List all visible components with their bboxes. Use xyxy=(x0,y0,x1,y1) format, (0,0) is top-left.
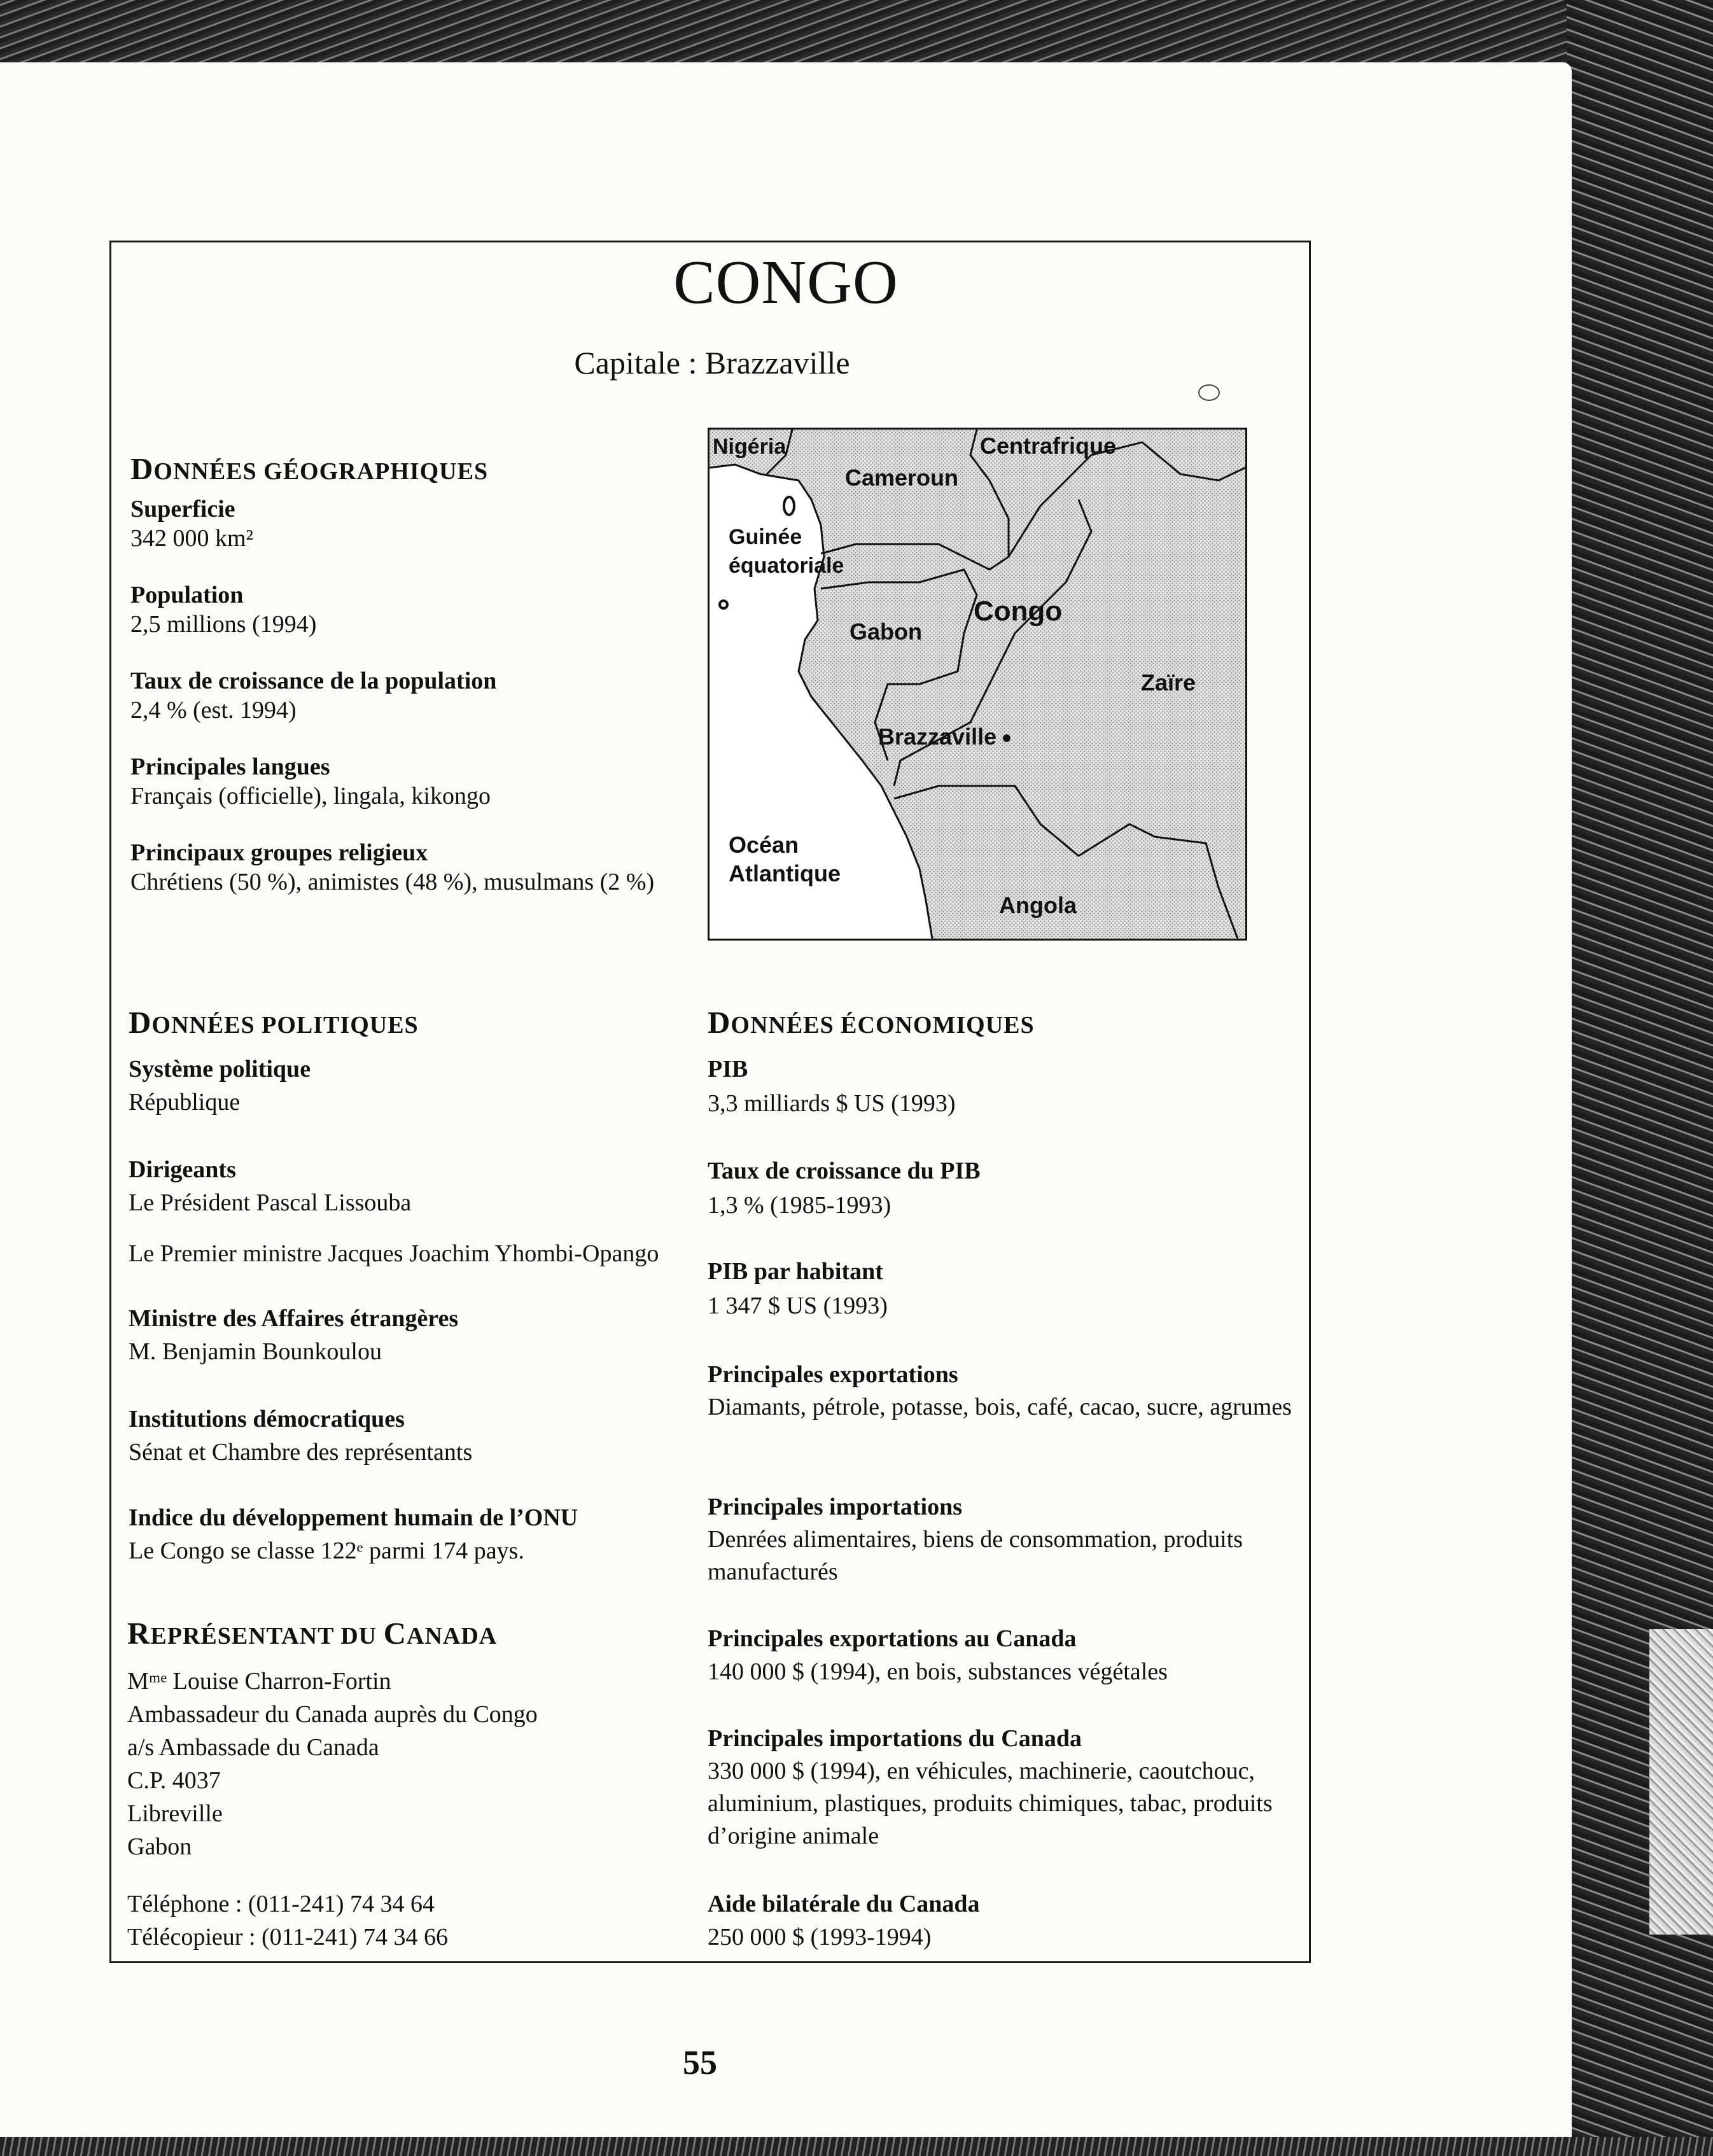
eco-exportations-value: Diamants, pétrole, potasse, bois, café, cacao, sucre, agrumes xyxy=(708,1394,1292,1420)
eco-exportations-label: Principales exportations xyxy=(708,1361,958,1388)
rep-line-1: Mᵐᵉ Louise Charron-Fortin xyxy=(127,1668,391,1695)
map-label-ocean: Océan xyxy=(729,832,799,858)
document-page xyxy=(0,62,1572,2137)
eco-croissance-label: Taux de croissance du PIB xyxy=(708,1158,981,1184)
eco-pib-value: 3,3 milliards $ US (1993) xyxy=(708,1090,956,1117)
eco-aide-value: 250 000 $ (1993-1994) xyxy=(708,1924,932,1950)
rep-telephone: Téléphone : (011-241) 74 34 64 xyxy=(127,1891,435,1917)
bioko-island xyxy=(784,497,794,515)
eco-aide-label: Aide bilatérale du Canada xyxy=(708,1891,980,1917)
rep-line-4: C.P. 4037 xyxy=(127,1767,221,1794)
page-title: CONGO xyxy=(673,248,898,317)
rep-heading: REPRÉSENTANT DU CANADA xyxy=(127,1616,498,1651)
brazzaville-dot xyxy=(1003,734,1010,742)
pol-heading: DONNÉES POLITIQUES xyxy=(129,1005,419,1040)
map-label-nigeria: Nigéria xyxy=(713,435,787,459)
pol-dirigeants-label: Dirigeants xyxy=(129,1156,236,1183)
scan-speck xyxy=(1198,384,1220,401)
map-label-angola: Angola xyxy=(999,892,1077,918)
scan-border-bottom xyxy=(0,2137,1713,2156)
scan-border-top xyxy=(0,0,1713,64)
eco-exp-canada-value: 140 000 $ (1994), en bois, substances végétales xyxy=(708,1658,1168,1685)
rep-line-2: Ambassadeur du Canada auprès du Congo xyxy=(127,1701,538,1728)
map-label-gabon: Gabon xyxy=(850,619,922,645)
map-label-brazzaville: Brazzaville xyxy=(878,724,997,750)
geo-langues-value: Français (officielle), lingala, kikongo xyxy=(130,783,491,809)
map-label-centrafrique: Centrafrique xyxy=(980,433,1117,459)
pol-systeme-label: Système politique xyxy=(129,1056,311,1082)
rep-telecopieur: Télécopieur : (011-241) 74 34 66 xyxy=(127,1924,449,1950)
eco-imp-canada-value: 330 000 $ (1994), en véhicules, machinerie, caoutchouc, aluminium, plastiques, produits chimiques, tabac, produits d’origine animale xyxy=(708,1758,1273,1849)
pol-dirigeants-value-2: Le Premier ministre Jacques Joachim Yhombi-Opango xyxy=(129,1240,659,1267)
geo-religions-label: Principaux groupes religieux xyxy=(130,839,428,866)
pol-dirigeants-value-1: Le Président Pascal Lissouba xyxy=(129,1189,412,1216)
geo-population-value: 2,5 millions (1994) xyxy=(130,611,317,638)
pol-systeme-value: République xyxy=(129,1089,241,1116)
pol-institutions-label: Institutions démocratiques xyxy=(129,1406,405,1432)
pol-indice-label: Indice du développement humain de l’ONU xyxy=(129,1504,578,1531)
pol-ministre-value: M. Benjamin Bounkoulou xyxy=(129,1338,382,1365)
country-map xyxy=(708,428,1247,941)
geo-religions-value: Chrétiens (50 %), animistes (48 %), musulmans (2 %) xyxy=(130,869,655,895)
eco-importations-value: Denrées alimentaires, biens de consommation, produits manufacturés xyxy=(708,1526,1243,1585)
map-label-congo: Congo xyxy=(974,596,1063,627)
island-dot xyxy=(720,601,727,608)
rep-line-5: Libreville xyxy=(127,1800,223,1827)
map-label-cameroun: Cameroun xyxy=(845,465,959,491)
pol-institutions-value: Sénat et Chambre des représentants xyxy=(129,1439,473,1466)
geo-heading: DONNÉES GÉOGRAPHIQUES xyxy=(130,451,489,486)
pol-ministre-label: Ministre des Affaires étrangères xyxy=(129,1305,459,1332)
eco-pib-habitant-value: 1 347 $ US (1993) xyxy=(708,1292,888,1319)
page-number: 55 xyxy=(683,2043,717,2082)
rep-line-3: a/s Ambassade du Canada xyxy=(127,1734,379,1761)
map-label-atlantique: Atlantique xyxy=(729,860,841,886)
eco-croissance-value: 1,3 % (1985-1993) xyxy=(708,1192,891,1219)
eco-pib-habitant-label: PIB par habitant xyxy=(708,1258,883,1285)
geo-croissance-label: Taux de croissance de la population xyxy=(130,668,497,694)
eco-imp-canada-label: Principales importations du Canada xyxy=(708,1725,1082,1752)
geo-langues-label: Principales langues xyxy=(130,753,330,780)
geo-croissance-value: 2,4 % (est. 1994) xyxy=(130,697,297,724)
pol-indice-value: Le Congo se classe 122ᵉ parmi 174 pays. xyxy=(129,1537,524,1564)
geo-superficie-value: 342 000 km² xyxy=(130,525,253,552)
capital-line: Capitale : Brazzaville xyxy=(574,345,850,381)
map-label-guinee: Guinée xyxy=(729,525,802,549)
map-label-zaire: Zaïre xyxy=(1141,669,1196,696)
geo-population-label: Population xyxy=(130,582,244,608)
map-svg xyxy=(710,430,1245,939)
map-label-equatoriale: équatoriale xyxy=(729,554,844,578)
scan-noise-patch xyxy=(1649,1629,1713,1935)
eco-heading: DONNÉES ÉCONOMIQUES xyxy=(708,1005,1035,1040)
geo-superficie-label: Superficie xyxy=(130,496,235,522)
eco-importations-label: Principales importations xyxy=(708,1494,963,1520)
rep-line-6: Gabon xyxy=(127,1833,192,1860)
eco-pib-label: PIB xyxy=(708,1056,748,1082)
eco-exp-canada-label: Principales exportations au Canada xyxy=(708,1625,1077,1652)
